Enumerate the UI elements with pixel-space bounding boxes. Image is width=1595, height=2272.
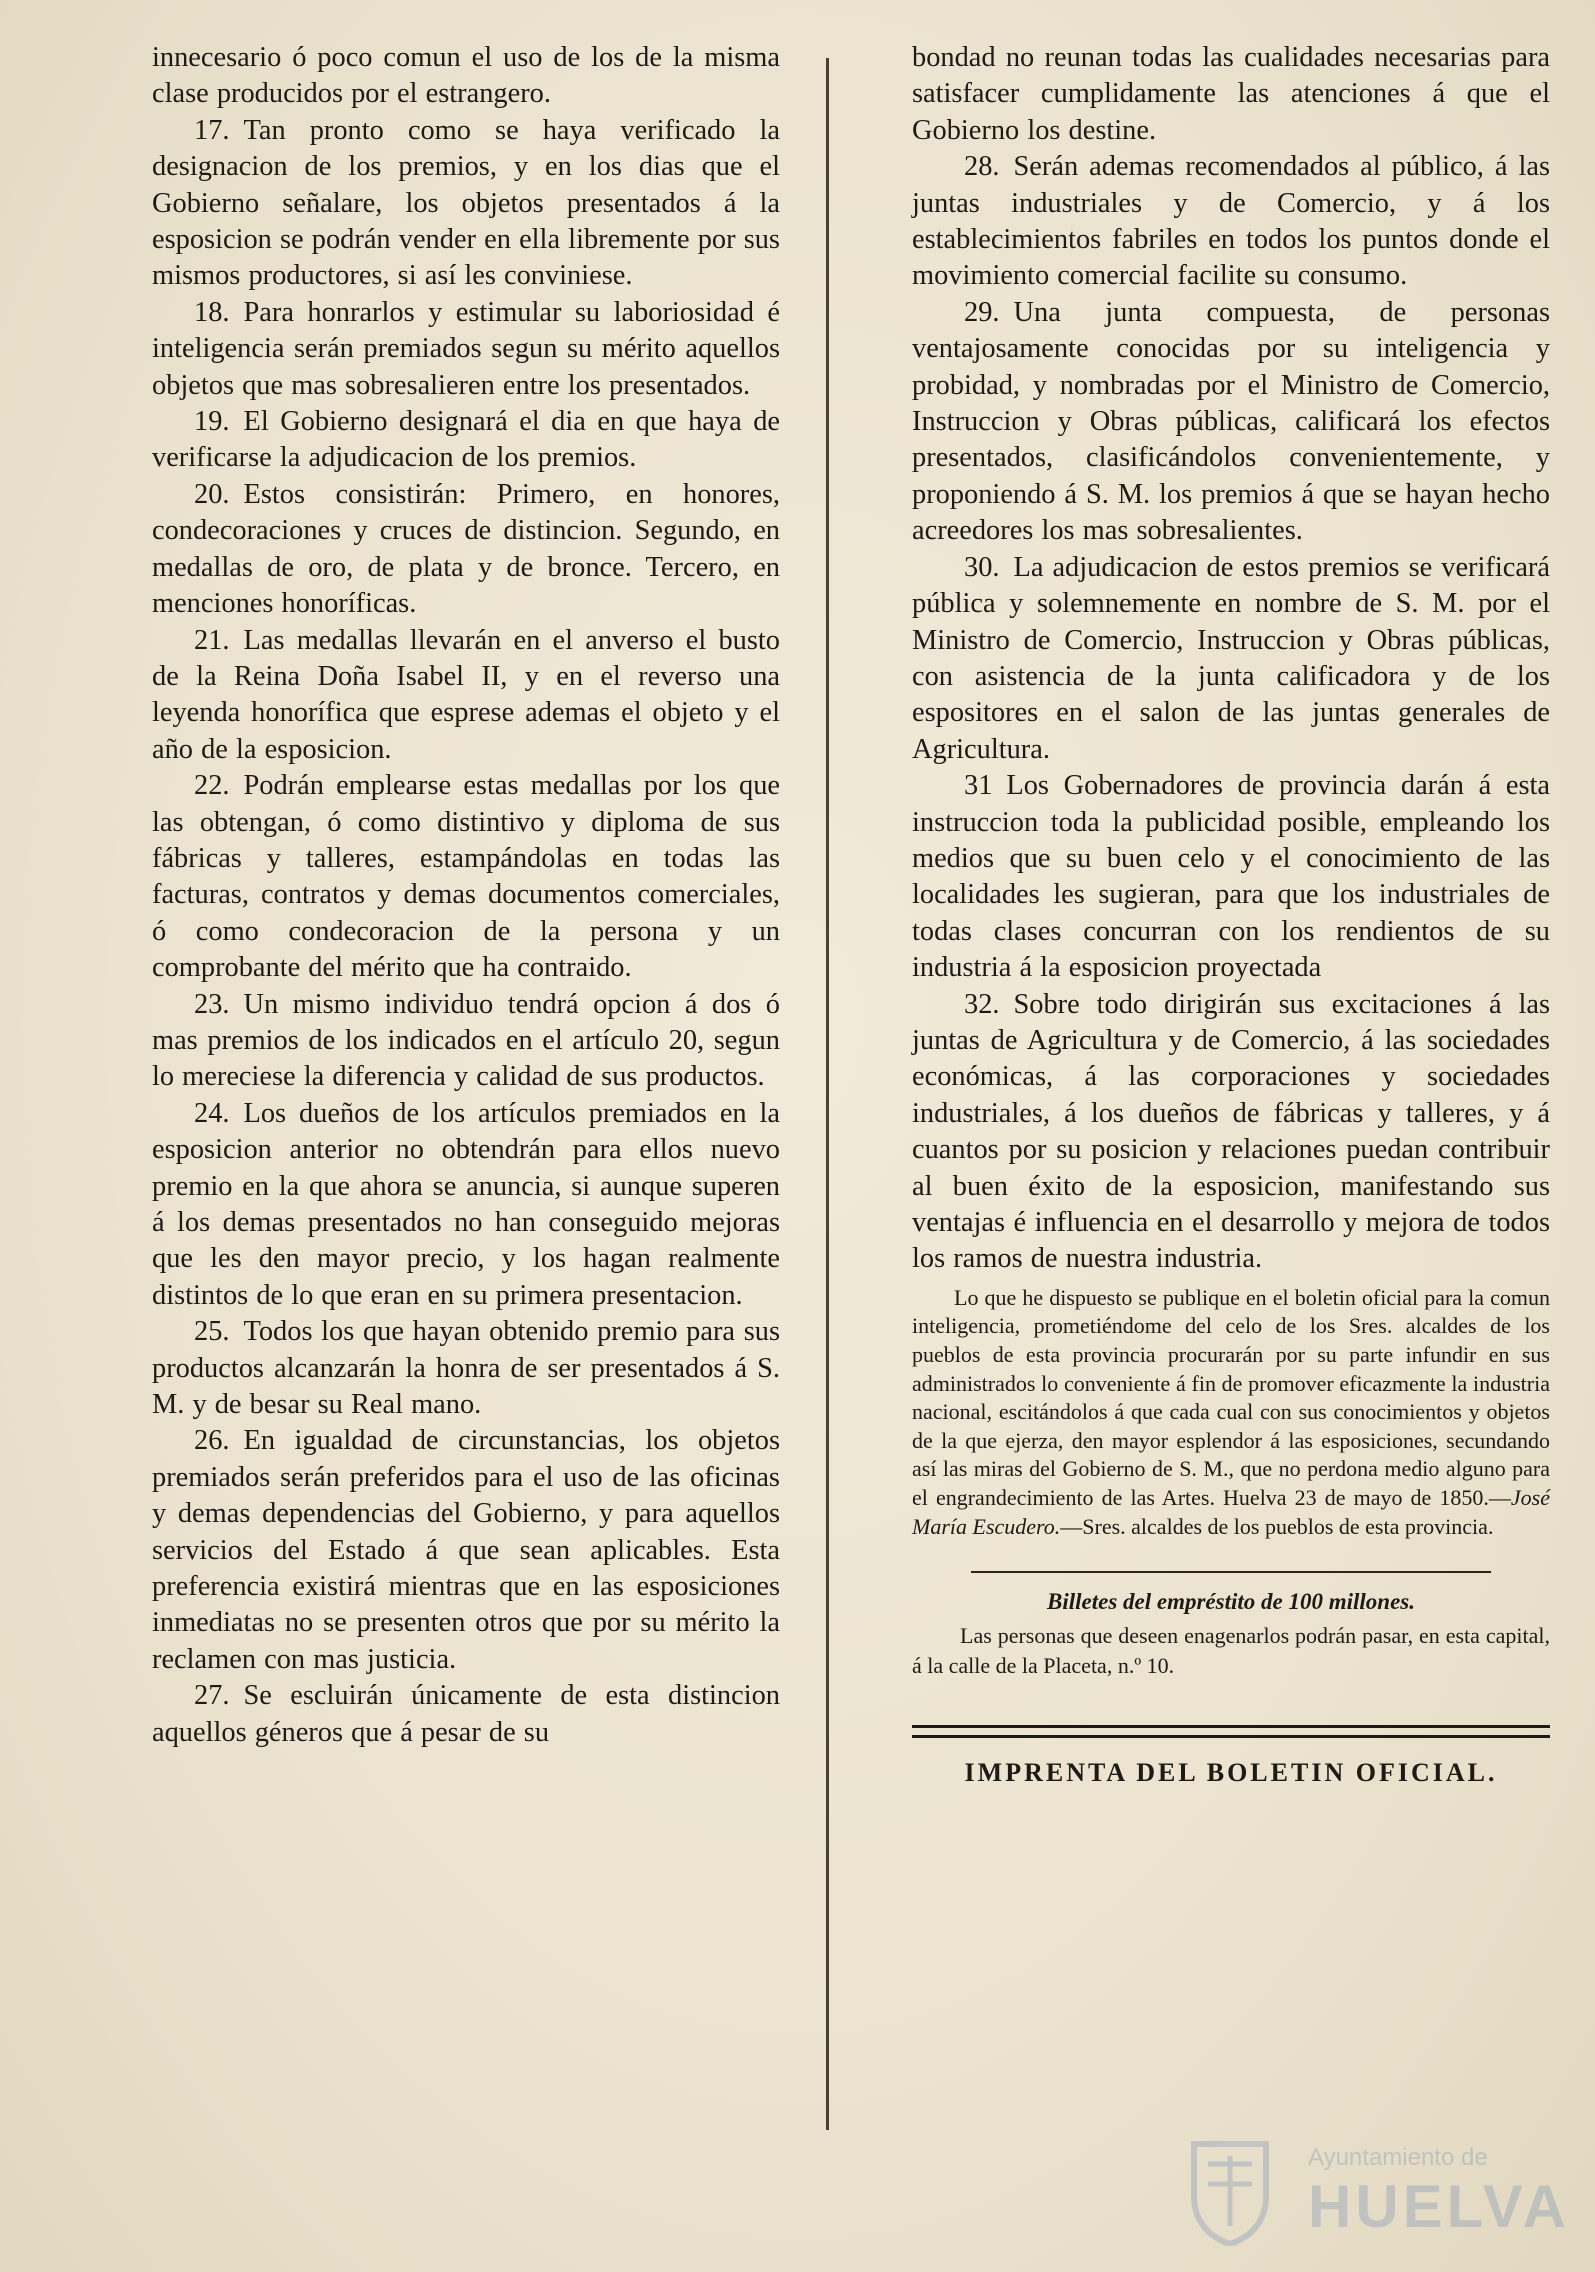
printer-imprint: IMPRENTA DEL BOLETIN OFICIAL. [964,1758,1498,1788]
article-24 [152,1096,780,1314]
article-20 [152,477,780,623]
article-text: Los dueños de los artículos premiados en la esposicion anterior no obtendrán para ellos nuevo premio en la que ahora se anuncia, si aunque superen á los demas presentados no han conseguido mejoras que les den mayor precio, y los hagan realmente distintos de lo que eran en su primera presentacion. [152,1097,780,1311]
article-27 [152,1678,780,1751]
article-number: 28. [964,151,1000,183]
article-text: El Gobierno designará el dia en que haya de verificarse la adjudicacion de los premios. [152,406,780,474]
addressee: Sres. alcaldes de los pueblos de esta provincia. [1082,1513,1494,1539]
article-number: 24. [194,1097,230,1129]
article-text: Se escluirán únicamente de esta distincion aquellos géneros que á pesar de su [152,1680,780,1748]
article-text: Tan pronto como se haya verificado la designacion de los premios, y en los dias que el Gobierno señalare, los objetos presentados á la esposicion se podrán vender en ella libremente por sus mismos productores, si así les conviniese. [152,114,780,292]
footer-double-rule [912,1725,1550,1738]
article-29 [912,295,1550,550]
closing-text: Lo que he dispuesto se publique en el boletin oficial para la comun inteligencia, prometiéndome del celo de los Sres. alcaldes de los pueblos de esta provincia procurarán por su parte infundir en sus administrados lo conveniente á fin de promover eficazmente la industria nacional, escitándolos á que cada cual con sus conocimientos y objetos de la que ejerza, den mayor esplendor á las esposiciones, secundando así las miras del Gobierno de S. M., que no perdona medio alguno para el engrandecimiento de las Artes. Huelva 23 de mayo de 1850. [912,1284,1550,1510]
article-number: 32. [964,988,1000,1020]
article-number: 22. [194,770,230,802]
article-17 [152,113,780,295]
article-text: Podrán emplearse estas medallas por los que las obtengan, ó como distintivo y diploma de sus fábricas y talleres, estampándolas en todas las facturas, contratos y demas documentos comerciales, ó como condecoracion de la persona y un comprobante del mérito que ha contraido. [152,770,780,984]
left-continuation: innecesario ó poco comun el uso de los de la misma clase producidos por el estrangero. [152,42,780,110]
article-number: 27. [194,1680,230,1712]
article-text: Estos consistirán: Primero, en honores, condecoraciones y cruces de distincion. Segundo, en medallas de oro, de plata y de bronce. Tercero, en menciones honoríficas. [152,478,780,620]
article-23 [152,987,780,1096]
article-31 [912,768,1550,986]
signature: José María Escudero. [912,1484,1550,1539]
article-text: Una junta compuesta, de personas ventajosamente conocidas por su inteligencia y probidad, y nombradas por el Ministro de Comercio, Instruccion y Obras públicas, calificará los efectos presentados, clasificándolos convenientemente, y proponiendo á S. M. los premios á que se hayan hecho acreedores los mas sobresalientes. [912,296,1550,547]
article-21 [152,623,780,769]
article-22 [152,768,780,986]
article-25 [152,1314,780,1423]
watermark-line1: Ayuntamiento de [1308,2144,1488,2171]
watermark-line2: HUELVA [1308,2173,1570,2240]
article-19 [152,404,780,477]
column-divider [826,58,829,2130]
city-shield-icon [1188,2134,1272,2246]
article-26 [152,1423,780,1678]
article-text: La adjudicacion de estos premios se verificará pública y solemnemente en nombre de S. M. por el Ministro de Comercio, Instruccion y Obras públicas, con asistencia de la junta calificadora y de los espositores en el salon de las juntas generales de Agricultura. [912,551,1550,765]
archive-watermark [1188,2128,1570,2256]
closing-paragraph: Lo que he dispuesto se publique en el boletin oficial para la comun inteligencia, prometiéndome del celo de los Sres. alcaldes de los pueblos de esta provincia procurarán por su parte infundir en sus administrados lo conveniente á fin de promover eficazmente la industria nacional, escitándolos á que cada cual con sus conocimientos y objetos de la que ejerza, den mayor esplendor á las esposiciones, secundando así las miras del Gobierno de S. M., que no perdona medio alguno para el engrandecimiento de las Artes. Huelva 23 de mayo de 1850.—José María Escudero.—Sres. alcaldes de los pueblos de esta provincia. [912,1284,1550,1539]
article-number: 29. [964,296,1000,328]
article-number: 18. [194,296,230,328]
notice-title: Billetes del empréstito de 100 millones. [1047,1589,1415,1615]
article-text: Los Gobernadores de provincia darán á esta instruccion toda la publicidad posible, empleando los medios que su buen celo y el conocimiento de las localidades les sugieran, para que los industriales de todas clases concurran con los rendientos de su industria á la esposicion proyectada [912,770,1550,984]
article-number: 20. [194,478,230,510]
article-number: 23. [194,988,230,1020]
article-number: 19. [194,406,230,438]
article-text: Sobre todo dirigirán sus excitaciones á las juntas de Agricultura y de Comercio, á las sociedades económicas, á las corporaciones y sociedades industriales, á los dueños de fábricas y talleres, y á cuantos por su posicion y relaciones puedan contribuir al buen éxito de la esposicion, manifestando sus ventajas é influencia en el desarrollo y mejora de todos los ramos de nuestra industria. [912,988,1550,1275]
article-text: En igualdad de circunstancias, los objetos premiados serán preferidos para el uso de las oficinas y demas dependencias del Gobierno, y para aquellos servicios del Estado á que sean aplicables. Esta preferencia existirá mientras que en las esposiciones inmediatas no se presenten otros que por su mérito la reclamen con mas justicia. [152,1425,780,1675]
article-text: Todos los que hayan obtenido premio para sus productos alcanzarán la honra de ser presentados á S. M. y de besar su Real mano. [152,1316,780,1421]
article-number: 30. [964,551,1000,583]
article-text: Serán ademas recomendados al público, á las juntas industriales y de Comercio, y á los establecimientos fabriles en todos los puntos donde el movimiento comercial facilite su consumo. [912,151,1550,292]
article-number: 21. [194,624,230,656]
right-continuation: bondad no reunan todas las cualidades necesarias para satisfacer cumplidamente las atenciones á que el Gobierno los destine. [912,42,1550,146]
article-text: Un mismo individuo tendrá opcion á dos ó mas premios de los indicados en el artículo 20, segun lo mereciese la diferencia y calidad de sus productos. [152,988,780,1093]
article-number: 17. [194,114,230,146]
article-number: 31 [964,770,993,802]
article-text: Las medallas llevarán en el anverso el busto de la Reina Doña Isabel II, y en el reverso una leyenda honorífica que esprese ademas el objeto y el año de la esposicion. [152,624,780,765]
article-text: Para honrarlos y estimular su laboriosidad é inteligencia serán premiados segun su mérito aquellos objetos que mas sobresalieren entre los presentados. [152,296,780,401]
notice-body: Las personas que deseen enagenarlos podrán pasar, en esta capital, á la calle de la Placeta, n.º 10. [912,1623,1550,1679]
article-number: 26. [194,1425,230,1457]
notice-divider [971,1571,1491,1573]
article-30 [912,550,1550,768]
article-18 [152,295,780,404]
article-number: 25. [194,1316,230,1348]
article-28 [912,149,1550,295]
right-column [912,40,1550,1788]
left-column [152,40,780,1751]
article-32 [912,987,1550,1278]
